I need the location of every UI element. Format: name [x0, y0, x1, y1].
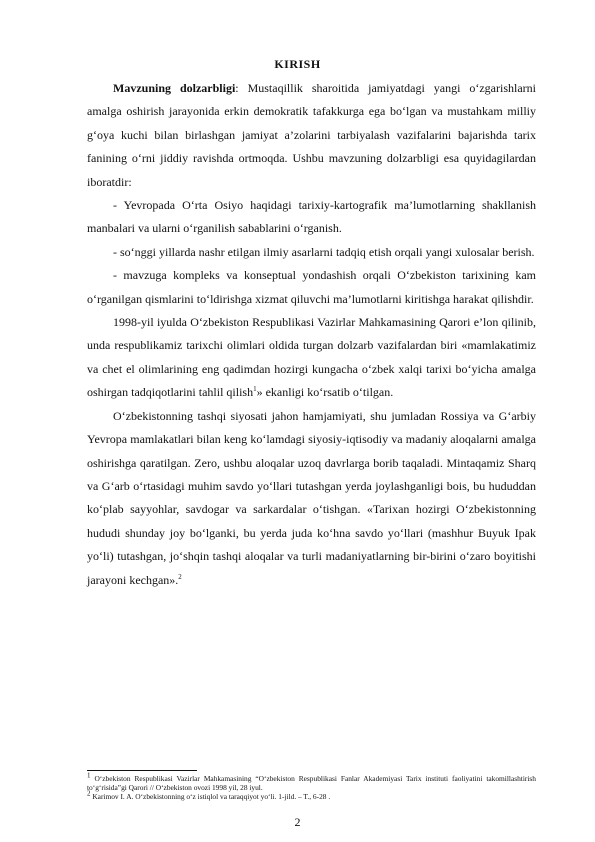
- footnote-text: O‘zbekiston Respublikasi Vazirlar Mahkamasining “O‘zbekiston Respublikasi Fanlar Akademiyasi Tarix instituti faoliyatini takomillashtirish to‘g‘risida”gi Qarori // O‘zbekiston ovozi 1998 yil, 28 iyul.: [87, 774, 536, 793]
- page-number: 2: [294, 815, 301, 829]
- list-item: - mavzuga kompleks va konseptual yondashish orqali O‘zbekiston tarixining kam o‘rganilgan qismlarini to‘ldirishga xizmat qiluvchi ma’lumotlarni kiritishga harakat qilishdir.: [87, 268, 536, 306]
- foreign-policy-text: O‘zbekistonning tashqi siyosati jahon hamjamiyati, shu jumladan Rossiya va G‘arbiy Yevropa mamlakatlari bilan keng ko‘lamdagi siyosiy-iqtisodiy va madaniy aloqalarni amalga oshirishga qaratilgan. Zero, ushbu aloqalar uzoq davrlarga borib taqaladi. Mintaqamiz Sharq va G‘arb o‘rtasidagi muhim savdo yo‘llari tutashgan yerda joylashganligi bois, bu hududdan ko‘plab sayyohlar, savdogar va sarkardalar o‘tishgan. «Tarixan hozirgi O‘zbekistonning hududi shunday joy bo‘lganki, bu yerda juda ko‘hna savdo yo‘llari (mashhur Buyuk Ipak yo‘li) tutashgan, jo‘shqin tashqi aloqalar va turli madaniyatlarning bir-birini o‘zaro boyitishi jarayoni kechgan».: [87, 408, 536, 587]
- footnote-1: [87, 771, 536, 793]
- main-text: [87, 77, 536, 592]
- page-title: KIRISH: [274, 57, 321, 71]
- decree-tail: » ekanligi ko‘rsatib o‘tilgan.: [256, 385, 394, 400]
- list-item: - so‘nggi yillarda nashr etilgan ilmiy asarlarni tadqiq etish orqali yangi xulosalar berish.: [113, 244, 535, 259]
- paragraph-relevance: [87, 77, 536, 194]
- decree-text: 1998-yil iyulda O‘zbekiston Respublikasi Vazirlar Mahkamasining Qarori e’lon qilinib, unda respublikamiz tarixchi olimlari oldida turgan dolzarb vazifalardan biri «mamlakatimiz va chet el olimlarining eng qadimdan hozirgi kungacha o‘zbek xalqi tarixi bo‘yicha amalga oshirgan tadqiqotlarini tahlil qilish: [87, 315, 536, 400]
- footnote-ref-2[interactable]: 2: [178, 572, 182, 581]
- paragraph-foreign-policy: [87, 405, 536, 592]
- footnote-number: 1: [87, 771, 91, 780]
- footnote-number: 2: [87, 789, 91, 798]
- footnote-2: [87, 789, 536, 802]
- footnotes: [87, 771, 536, 802]
- paragraph-decree: [87, 311, 536, 405]
- footnote-text: Karimov I. A. O‘zbekistonning o‘z istiqlol va taraqqiyot yo‘li. 1-jild. – T., 6-28 .: [90, 792, 331, 802]
- footnote-ref-1[interactable]: 1: [253, 385, 257, 394]
- list-item: - Yevropada O‘rta Osiyo haqidagi tarixiy-kartografik ma’lumotlarning shakllanish manbalari va ularni o‘rganilish sabablarini o‘rganish.: [87, 198, 536, 236]
- relevance-label: Mavzuning dolzarbligi: [113, 81, 236, 95]
- relevance-text: : Mustaqillik sharoitida jamiyatdagi yangi o‘zgarishlarni amalga oshirish jarayonida erkin demokratik tafakkurga ega bo‘lgan va mustahkam milliy g‘oya kuchi bilan birlashgan jamiyat a’zolarini tarbiyalash vazifalarini bajarishda tarix fanining o‘rni jiddiy ravishda ortmoqda. Ushbu mavzuning dolzarbligi esa quyidagilardan iboratdir:: [87, 81, 536, 189]
- footnote-divider: [87, 770, 197, 771]
